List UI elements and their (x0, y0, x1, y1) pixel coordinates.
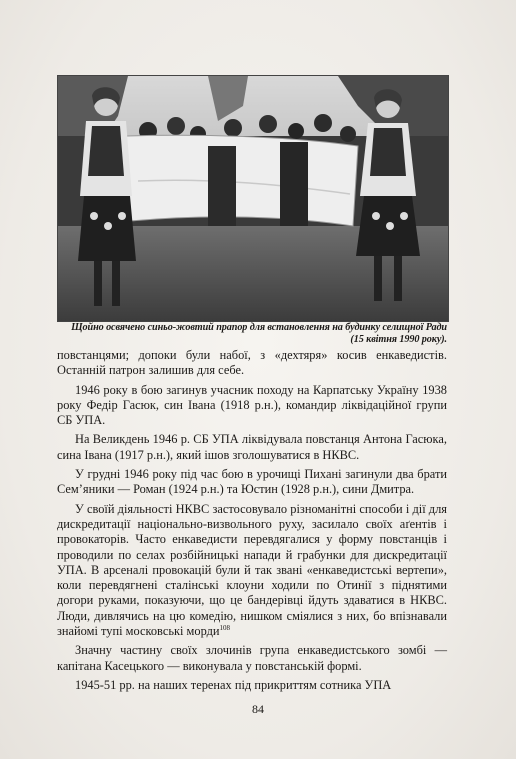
paragraph: 1945-51 рр. на наших теренах під прикриттям сотника УПА (75, 677, 392, 692)
body-text (57, 348, 447, 693)
paragraph-text: У своїй діяльності НКВС застосовувало різноманітні способи і дії для дискредитації національно-визвольного руху, засилало своїх аґентів і провокаторів. Часто енкаведисти перевдягалися у форму повстанців і проводили по селах розбійницькі напади й грабунки для дискредитації УПА. В арсеналі провокацій були й так звані «енкаведистські вертепи», коли перевдягнені сталінські клоуни ходили по Отинії з піднятими догори руками, показуючи, що це бандерівці йдуть здаватися в НКВС. Люди, дивлячись на цю комедію, нишком сміялися з них, бо впізнавали знайомі тупі московські морди (57, 501, 447, 639)
paragraph: У грудні 1946 року під час бою в урочищі Пихані загинули два брати Сем’яники — Роман (1924 р.н.) та Юстин (1928 р.н.), сини Дмитра. (57, 467, 447, 497)
historical-photo (57, 75, 449, 322)
paragraph (57, 502, 447, 640)
page-number: 84 (252, 702, 264, 716)
paragraph: 1946 року в бою загинув учасник походу на Карпатську Україну 1938 року Федір Гасюк, син Івана (1918 р.н.), командир ліквідаційної групи СБ УПА. (57, 382, 447, 428)
paragraph: Значну частину своїх злочинів група енкаведистського зомбі — капітана Касецького — виконувала у повстанській формі. (57, 643, 447, 673)
footnote-marker: 108 (219, 623, 231, 632)
photo-caption: Щойно освячено синьо-жовтий прапор для встановлення на будинку селищної Ради (15 квітня 1990 року). (71, 322, 447, 345)
paragraph-continuation: повстанцями; допоки були набої, з «дехтяря» косив енкаведистів. Останній патрон залишив для себе. (57, 348, 447, 378)
paragraph: На Великдень 1946 р. СБ УПА ліквідувала повстанця Антона Гасюка, сина Івана (1917 р.н.), який ішов зголошуватися в НКВС. (57, 432, 447, 462)
photo-illustration (58, 76, 448, 321)
